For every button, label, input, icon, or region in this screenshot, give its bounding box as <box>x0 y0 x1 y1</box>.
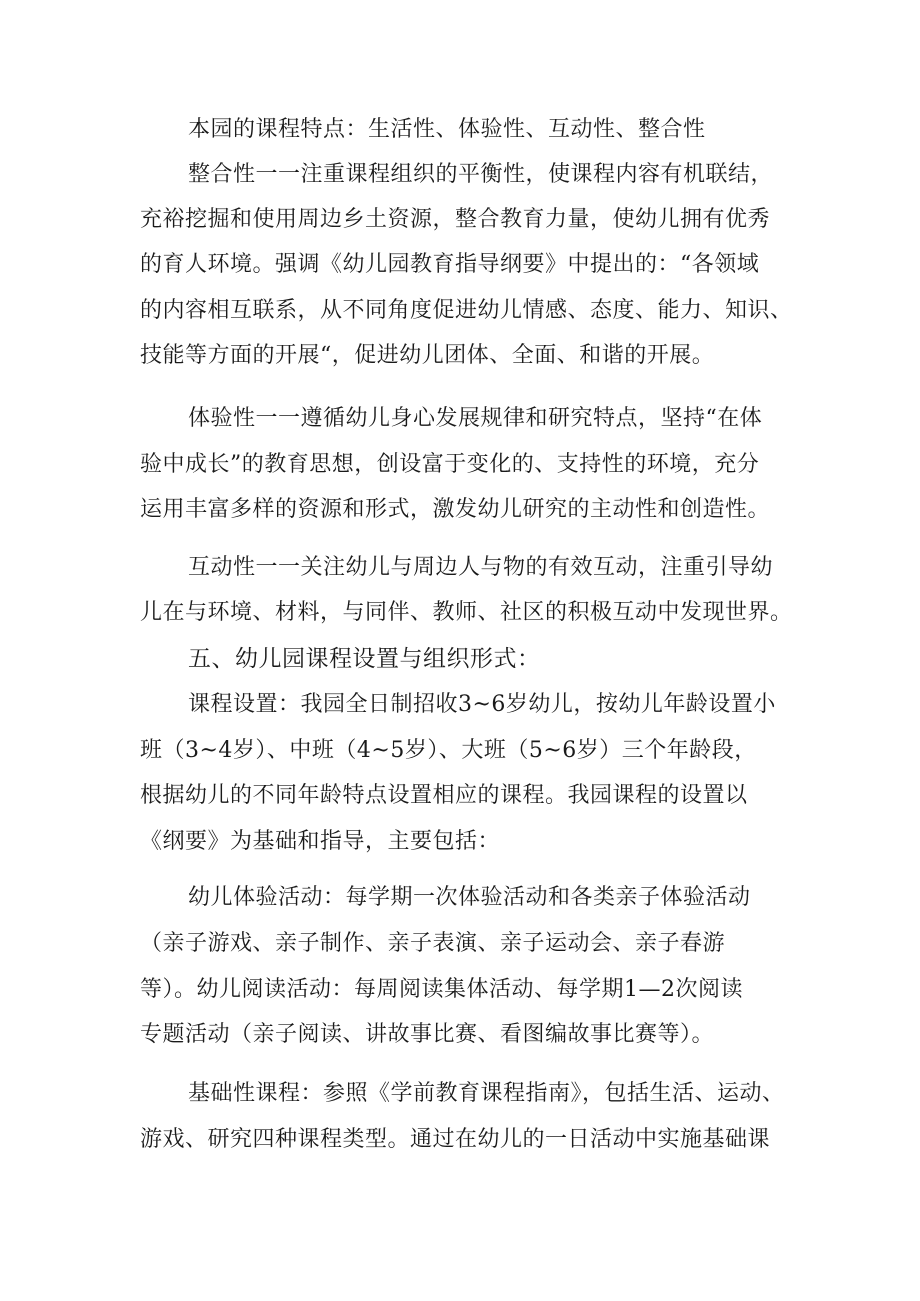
section-heading: 五、幼儿园课程设置与组织形式： <box>188 646 541 672</box>
paragraph-line: 验中成长”的教育思想，创设富于变化的、支持性的环境，充分 <box>140 452 760 477</box>
paragraph-line: 技能等方面的开展“，促进幼儿团体、全面、和谐的开展。 <box>140 343 715 368</box>
paragraph-line: 互动性一一关注幼儿与周边人与物的有效互动，注重引导幼 <box>188 555 774 580</box>
paragraph-line: 班（3~4岁）、中班（4~5岁）、大班（5~6岁）三个年龄段， <box>140 738 757 763</box>
paragraph-line: 运用丰富多样的资源和形式，激发幼儿研究的主动性和创造性。 <box>140 497 771 522</box>
paragraph-line: 等）。幼儿阅读活动：每周阅读集体活动、每学期1—2次阅读 <box>140 977 743 1002</box>
paragraph-line: 的育人环境。强调《幼儿园教育指导纲要》中提出的：“各领域 <box>140 252 760 277</box>
paragraph-line: 体验性一一遵循幼儿身心发展规律和研究特点，坚持“在体 <box>188 406 763 431</box>
paragraph-line: 课程设置：我园全日制招收3~6岁幼儿，按幼儿年龄设置小 <box>188 692 776 717</box>
paragraph-line: 根据幼儿的不同年龄特点设置相应的课程。我园课程的设置以 <box>140 783 748 808</box>
paragraph-line: 本园的课程特点：生活性、体验性、互动性、整合性 <box>188 117 706 142</box>
paragraph-line: 《纲要》为基础和指导，主要包括： <box>140 829 501 854</box>
paragraph-line: 充裕挖掘和使用周边乡土资源，整合教育力量，使幼儿拥有优秀 <box>140 207 771 232</box>
paragraph-line: 专题活动（亲子阅读、讲故事比赛、看图编故事比赛等）。 <box>140 1022 715 1047</box>
paragraph-line: 的内容相互联系，从不同角度促进幼儿情感、态度、能力、知识、 <box>140 298 793 323</box>
paragraph-line: 幼儿体验活动：每学期一次体验活动和各类亲子体验活动 <box>188 885 751 910</box>
paragraph-line: 游戏、研究四种课程类型。通过在幼儿的一日活动中实施基础课 <box>140 1127 771 1152</box>
paragraph-line: （亲子游戏、亲子制作、亲子表演、亲子运动会、亲子春游 <box>140 931 726 956</box>
paragraph-line: 基础性课程：参照《学前教育课程指南》，包括生活、运动、 <box>188 1081 785 1106</box>
paragraph-line: 儿在与环境、材料，与同伴、教师、社区的积极互动中发现世界。 <box>140 600 793 625</box>
paragraph-line: 整合性一一注重课程组织的平衡性，使课程内容有机联结， <box>188 162 774 187</box>
